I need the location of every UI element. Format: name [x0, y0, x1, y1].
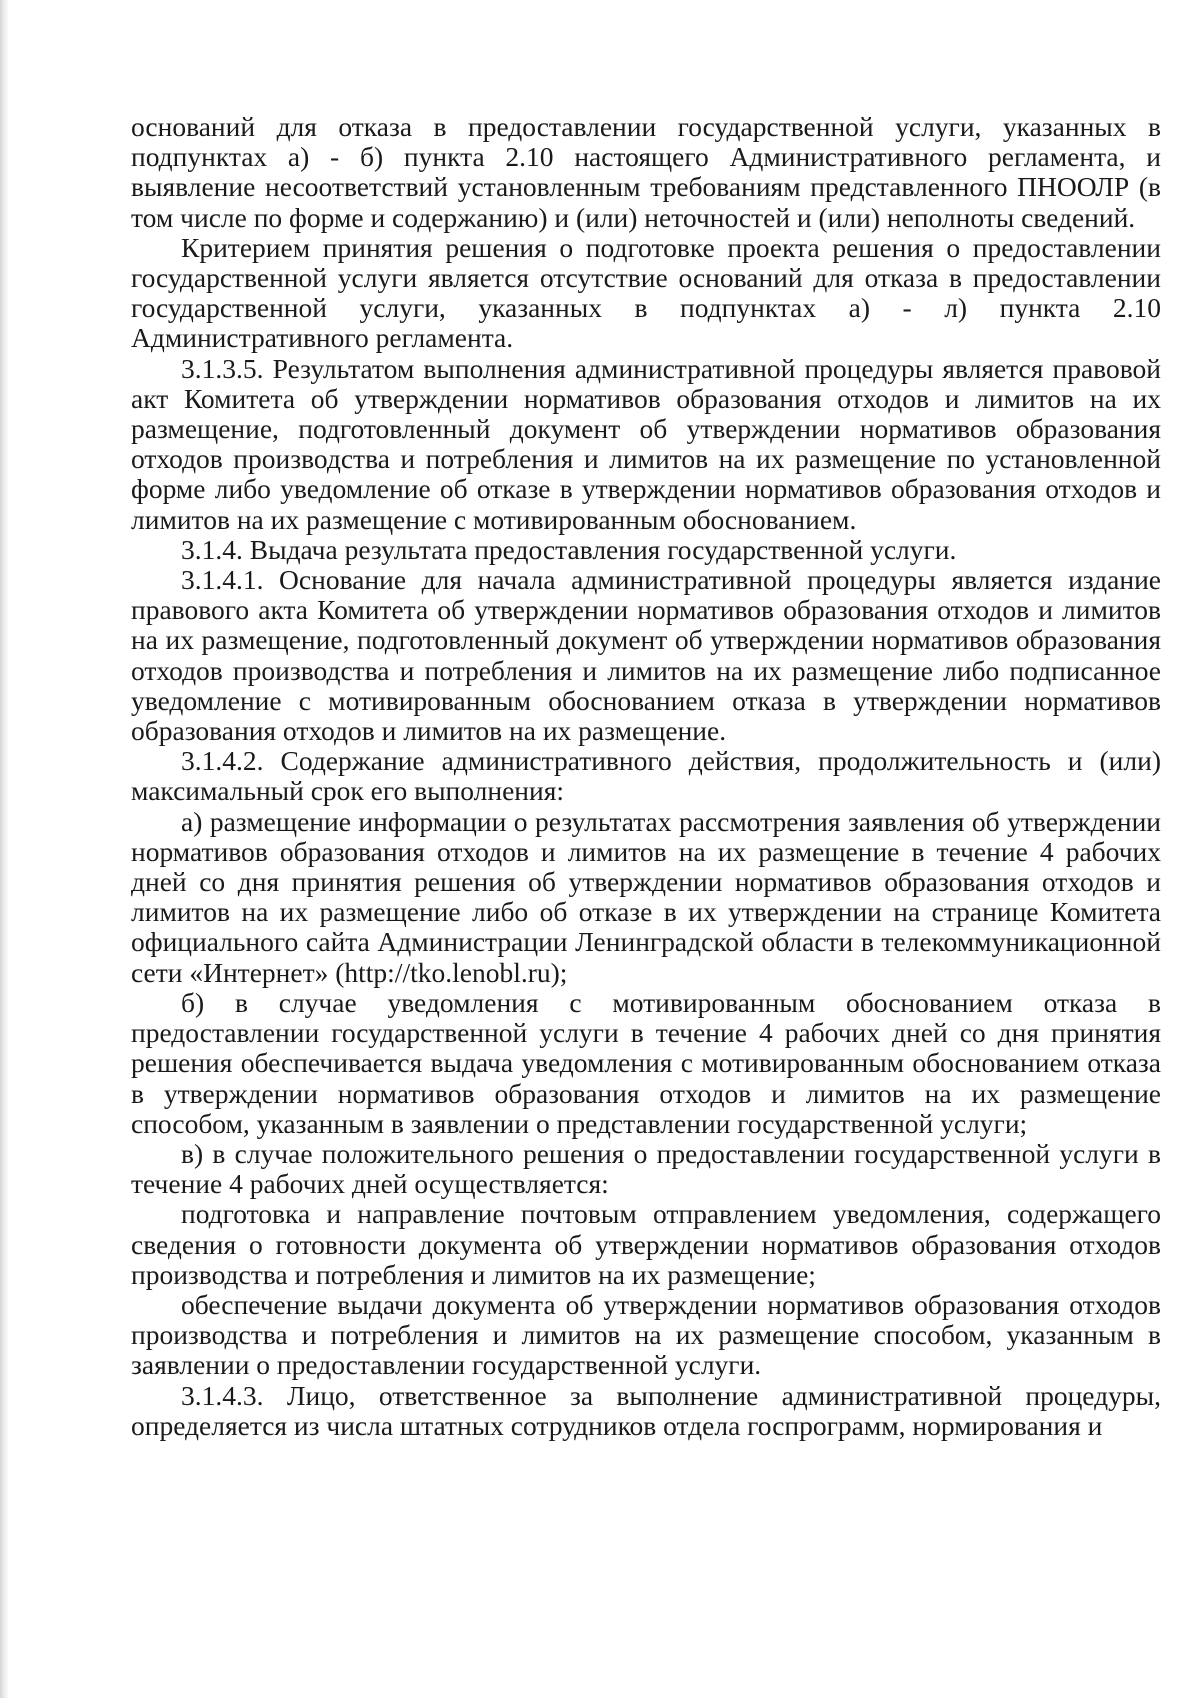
paragraph-3-1-4-2: 3.1.4.2. Содержание административного действия, продолжительность и (или) максимальный срок его выполнения:: [131, 745, 1161, 807]
paragraph-3-1-4: 3.1.4. Выдача результата предоставления государственной услуги.: [181, 533, 957, 565]
paragraph-document-issuance: обеспечение выдачи документа об утверждении нормативов образования отходов производства и потребления и лимитов на их размещение способом, указанным в заявлении о предоставлении государственной услуги.: [131, 1288, 1161, 1381]
scan-edge-shadow: [0, 0, 9, 1698]
list-item-b: б) в случае уведомления с мотивированным обоснованием отказа в предоставлении государственной услуги в течение 4 рабочих дней со дня принятия решения обеспечивается выдача уведомления с мотивированным обоснованием отказа в утверждении нормативов образования отходов и лимитов на их размещение способом, указанным в заявлении о представлении государственной услуги;: [131, 986, 1161, 1139]
paragraph-3-1-4-1: 3.1.4.1. Основание для начала административной процедуры является издание правового акта Комитета об утверждении нормативов образования отходов и лимитов на их размещение, подготовленный документ об утверждении нормативов образования отходов производства и потребления и лимитов на их размещение либо подписанное уведомление с мотивированным обоснованием отказа в утверждении нормативов образования отходов и лимитов на их размещение.: [131, 564, 1161, 747]
paragraph-refusal-grounds-continued: оснований для отказа в предоставлении государственной услуги, указанных в подпунктах а) - б) пункта 2.10 настоящего Административного регламента, и выявление несоответствий установленным требованиям представленного ПНООЛР (в том числе по форме и содержанию) и (или) неточностей и (или) неполноты сведений.: [131, 111, 1161, 233]
paragraph-3-1-3-5: 3.1.3.5. Результатом выполнения административной процедуры является правовой акт Комитета об утверждении нормативов образования отходов и лимитов на их размещение, подготовленный документ об утверждении нормативов образования отходов производства и потребления и лимитов на их размещение по установленной форме либо уведомление об отказе в утверждении нормативов образования отходов и лимитов на их размещение с мотивированным обоснованием.: [131, 352, 1161, 535]
paragraph-notification-preparation: подготовка и направление почтовым отправлением уведомления, содержащего сведения о готовности документа об утверждении нормативов образования отходов производства и потребления и лимитов на их размещение;: [131, 1198, 1161, 1290]
document-page: [131, 112, 1161, 1441]
list-item-a: а) размещение информации о результатах рассмотрения заявления об утверждении нормативов образования отходов и лимитов на их размещение в течение 4 рабочих дней со дня принятия решения об утверждении нормативов образования отходов и лимитов на их размещение либо об отказе в их утверждении на странице Комитета официального сайта Администрации Ленинградской области в телекоммуникационной сети «Интернет» (http://tko.lenobl.ru);: [131, 805, 1161, 988]
paragraph-3-1-4-3: 3.1.4.3. Лицо, ответственное за выполнение административной процедуры, определяется из числа штатных сотрудников отдела госпрограмм, нормирования и: [131, 1379, 1161, 1441]
paragraph-decision-criterion: Критерием принятия решения о подготовке проекта решения о предоставлении государственной услуги является отсутствие оснований для отказа в предоставлении государственной услуги, указанных в подпунктах а) - л) пункта 2.10 Административного регламента.: [131, 231, 1161, 354]
list-item-v: в) в случае положительного решения о предоставлении государственной услуги в течение 4 рабочих дней осуществляется:: [131, 1137, 1161, 1200]
